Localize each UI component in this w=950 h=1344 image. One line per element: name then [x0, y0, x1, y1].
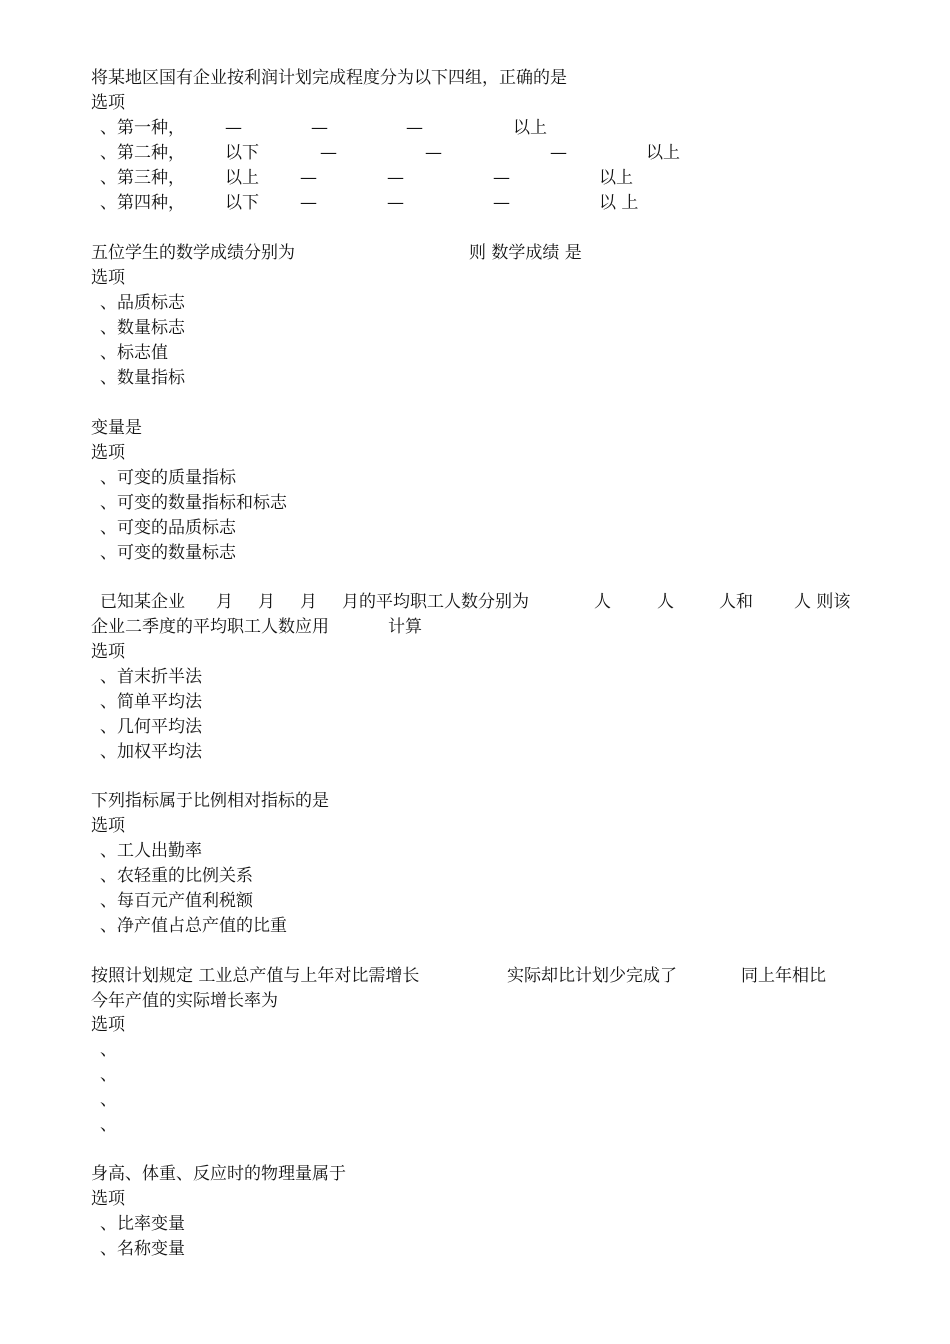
question-stem: [100, 590, 880, 615]
options-label: 选项: [91, 1015, 125, 1035]
option-item: 、加权平均法: [100, 742, 202, 762]
option-item: 、可变的数量标志: [100, 543, 236, 563]
stem-part: 实际却比计划少完成了: [507, 966, 677, 986]
stem-part: 月: [258, 592, 275, 612]
stem-part: 企业二季度的平均职工人数应用: [91, 617, 329, 637]
option-item: 、几何平均法: [100, 717, 202, 737]
option-cell: 以上: [646, 143, 680, 163]
question-stem: [91, 964, 871, 989]
stem-part: 同上年相比: [741, 966, 826, 986]
option-item: 、可变的质量指标: [100, 468, 236, 488]
option-row: [100, 141, 860, 166]
options-label: 选项: [91, 816, 125, 836]
option-cell: —: [225, 118, 242, 138]
option-cell: —: [493, 168, 510, 188]
option-cell: —: [550, 143, 567, 163]
option-cell: —: [311, 118, 328, 138]
option-cell: 以上: [513, 118, 547, 138]
option-item: 、: [100, 1090, 117, 1110]
option-cell: —: [387, 193, 404, 213]
option-cell: 以下: [225, 143, 259, 163]
option-cell: —: [493, 193, 510, 213]
option-item: 、每百元产值利税额: [100, 891, 253, 911]
option-prefix: 、第二种，: [100, 143, 185, 163]
question-stem: 身高、体重、反应时的物理量属于: [91, 1164, 346, 1184]
option-row: [100, 191, 860, 216]
option-item: 、可变的品质标志: [100, 518, 236, 538]
stem-part: 人: [657, 592, 674, 612]
options-label: 选项: [91, 93, 125, 113]
stem-part: 计算: [388, 617, 422, 637]
option-item: 、: [100, 1115, 117, 1135]
option-cell: —: [300, 168, 317, 188]
option-cell: 以上: [599, 168, 633, 188]
stem-part: 月: [300, 592, 317, 612]
question-stem-continued: [91, 615, 851, 640]
option-item: 、标志值: [100, 343, 168, 363]
option-item: 、: [100, 1065, 117, 1085]
options-label: 选项: [91, 268, 125, 288]
option-cell: —: [387, 168, 404, 188]
option-item: 、工人出勤率: [100, 841, 202, 861]
stem-part: 按照计划规定 工业总产值与上年对比需增长: [91, 966, 420, 986]
stem-part: 人和: [719, 592, 753, 612]
question-stem: 下列指标属于比例相对指标的是: [91, 791, 329, 811]
option-item: 、净产值占总产值的比重: [100, 916, 287, 936]
option-prefix: 、第三种，: [100, 168, 185, 188]
option-cell: 以下: [225, 193, 259, 213]
option-cell: 以上: [225, 168, 259, 188]
option-prefix: 、第四种，: [100, 193, 185, 213]
options-label: 选项: [91, 1189, 125, 1209]
option-cell: —: [320, 143, 337, 163]
option-item: 、首末折半法: [100, 667, 202, 687]
options-label: 选项: [91, 642, 125, 662]
question-stem: 变量是: [91, 418, 142, 438]
option-item: 、比率变量: [100, 1214, 185, 1234]
option-item: 、农轻重的比例关系: [100, 866, 253, 886]
option-cell: —: [300, 193, 317, 213]
option-row: [100, 116, 860, 141]
question-stem-continued: 今年产值的实际增长率为: [91, 991, 278, 1011]
option-row: [100, 166, 860, 191]
option-cell: —: [425, 143, 442, 163]
option-prefix: 、第一种，: [100, 118, 185, 138]
question-stem: 将某地区国有企业按利润计划完成程度分为以下四组，正确的是: [91, 68, 567, 88]
option-cell: 以 上: [599, 193, 639, 213]
option-item: 、数量标志: [100, 318, 185, 338]
option-cell: —: [406, 118, 423, 138]
question-stem: [91, 241, 851, 266]
option-item: 、可变的数量指标和标志: [100, 493, 287, 513]
stem-part: 月: [216, 592, 233, 612]
stem-part: 月的平均职工人数分别为: [342, 592, 529, 612]
option-item: 、: [100, 1040, 117, 1060]
stem-part: 人 则该: [794, 592, 851, 612]
stem-part: 五位学生的数学成绩分别为: [91, 243, 295, 263]
option-item: 、数量指标: [100, 368, 185, 388]
stem-part: 人: [594, 592, 611, 612]
option-item: 、简单平均法: [100, 692, 202, 712]
options-label: 选项: [91, 443, 125, 463]
option-item: 、品质标志: [100, 293, 185, 313]
stem-part: 则 数学成绩 是: [469, 243, 582, 263]
option-item: 、名称变量: [100, 1239, 185, 1259]
stem-part: 已知某企业: [100, 592, 185, 612]
